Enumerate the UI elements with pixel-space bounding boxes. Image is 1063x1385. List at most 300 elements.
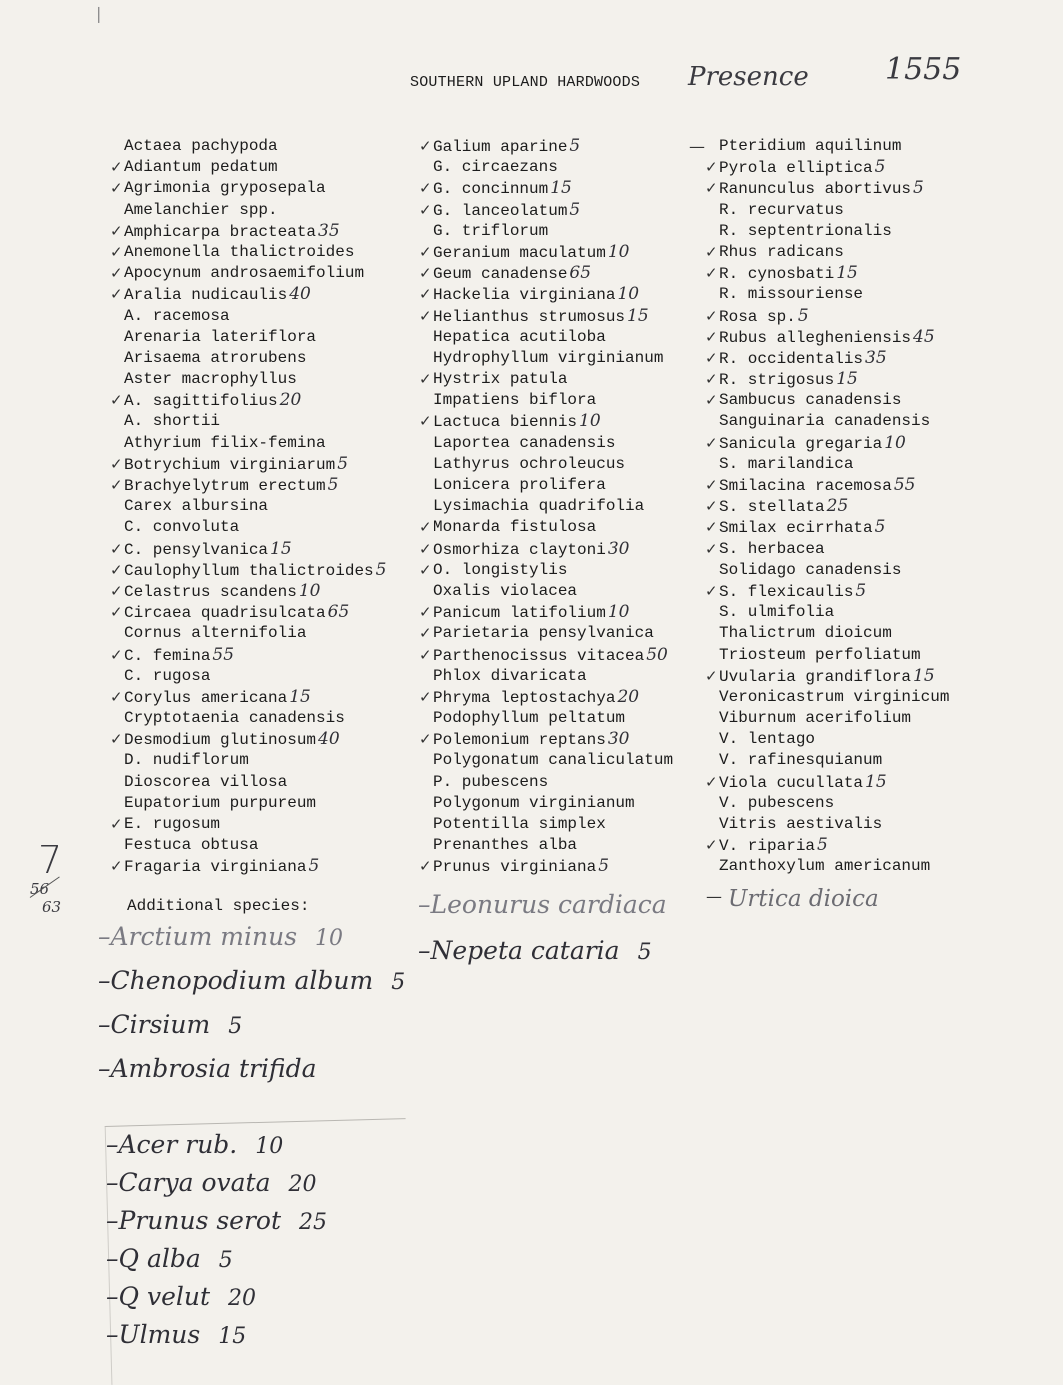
species-name: Dioscorea villosa	[124, 772, 288, 791]
species-name: C. femina	[124, 646, 211, 665]
species-name: Desmodium glutinosum	[124, 731, 317, 750]
species-row	[419, 305, 673, 327]
check-mark-icon: ✓	[705, 158, 718, 177]
check-mark-icon: ✓	[705, 497, 718, 516]
species-row	[433, 793, 673, 814]
species-row	[705, 263, 949, 284]
species-row	[110, 729, 386, 750]
presence-value: 40	[289, 284, 311, 305]
species-row	[433, 221, 673, 242]
handwritten-value: 10	[255, 1134, 284, 1159]
species-row	[110, 453, 386, 475]
check-mark-icon: ✓	[705, 581, 718, 600]
species-column-1	[110, 136, 387, 878]
species-row	[705, 539, 949, 560]
species-name: Galium aparine	[433, 138, 568, 156]
species-name: C. pensylvanica	[124, 540, 269, 559]
presence-value: 10	[607, 241, 630, 262]
species-name: Actaea pachypoda	[124, 137, 278, 155]
species-row	[110, 580, 386, 602]
species-name: Zanthoxylum americanum	[719, 857, 931, 876]
presence-value: 35	[865, 347, 887, 368]
species-row	[719, 708, 949, 729]
species-row	[719, 284, 949, 305]
species-name: V. pubescens	[719, 793, 835, 812]
species-row	[689, 136, 949, 157]
check-mark-icon: ✓	[110, 476, 123, 494]
species-row	[719, 454, 949, 475]
species-row	[124, 793, 386, 814]
species-name: C. rugosa	[124, 666, 211, 685]
species-row	[433, 814, 673, 835]
species-name: Hystrix patula	[433, 370, 568, 389]
species-row	[124, 666, 386, 687]
handwritten-species	[98, 1054, 317, 1083]
presence-value: 15	[270, 538, 292, 559]
species-row	[705, 369, 949, 390]
species-name: G. circaezans	[433, 158, 558, 177]
check-mark-icon: ✓	[110, 454, 123, 473]
species-row	[705, 347, 949, 369]
species-name: Celastrus scandens	[124, 582, 297, 601]
species-row	[433, 666, 673, 687]
species-row	[433, 327, 673, 348]
species-name: Aster macrophyllus	[124, 370, 297, 389]
presence-value: 55	[893, 475, 916, 495]
species-row	[110, 475, 386, 496]
check-mark-icon: ✓	[419, 560, 432, 579]
species-row	[124, 708, 386, 729]
species-row	[110, 178, 386, 199]
species-name: Ranunculus abortivus	[719, 180, 912, 199]
species-row	[433, 835, 673, 856]
presence-value: 50	[646, 644, 668, 665]
species-row	[705, 305, 949, 327]
species-row	[124, 623, 386, 644]
species-row	[419, 241, 673, 263]
species-row	[124, 200, 386, 221]
species-name: Lonicera prolifera	[433, 476, 606, 494]
presence-value: 15	[550, 178, 572, 199]
check-mark-icon: ✓	[419, 285, 432, 304]
species-name: C. convoluta	[124, 518, 240, 537]
species-name: E. rugosum	[124, 815, 221, 833]
species-name: Veronicastrum virginicum	[719, 687, 950, 706]
species-name: R. occidentalis	[719, 349, 864, 368]
species-name: Caulophyllum thalictroides	[124, 561, 374, 580]
handwritten-value: 20	[288, 1172, 317, 1197]
species-name: Viola cucullata	[719, 773, 864, 792]
species-row	[419, 602, 673, 623]
presence-value: 5	[327, 475, 339, 495]
species-name: Viburnum acerifolium	[719, 709, 912, 728]
species-row	[705, 517, 949, 538]
species-name: A. racemosa	[124, 306, 230, 325]
handwritten-species	[418, 936, 652, 965]
species-name: Oxalis violacea	[433, 581, 578, 600]
species-row	[124, 835, 386, 856]
species-name: Carex albursina	[124, 497, 269, 516]
species-row	[433, 581, 673, 602]
species-name: Agrimonia gryposepala	[124, 179, 326, 198]
handwritten-species	[106, 1168, 317, 1197]
species-name: Phlox divaricata	[433, 666, 587, 685]
species-row	[419, 560, 673, 581]
check-mark-icon: ✓	[705, 666, 718, 685]
species-row	[705, 326, 949, 348]
presence-value: 5	[337, 453, 349, 474]
column3-added-species: Urtica dioica	[728, 886, 879, 912]
check-mark-icon: ✓	[419, 412, 432, 431]
check-mark-icon: ✓	[705, 391, 718, 410]
species-row	[124, 327, 386, 348]
species-row	[124, 411, 386, 432]
species-row	[719, 793, 949, 814]
species-name: A. shortii	[124, 412, 221, 431]
presence-value: 15	[627, 305, 649, 326]
species-row	[433, 390, 673, 411]
presence-value: 10	[884, 432, 906, 453]
species-row	[419, 199, 673, 221]
species-name: S. stellata	[719, 498, 825, 517]
presence-value: 65	[569, 263, 592, 284]
species-name: Parietaria pensylvanica	[433, 624, 654, 643]
species-name: Adiantum pedatum	[124, 158, 278, 177]
handwritten-species-name: –Nepeta cataria	[418, 936, 620, 965]
presence-value: 5	[569, 199, 581, 220]
presence-value: 15	[865, 771, 887, 792]
handwritten-species-name: –Arctium minus	[98, 922, 298, 951]
check-mark-icon: ✓	[110, 221, 123, 240]
species-name: Apocynum androsaemifolium	[124, 264, 365, 283]
presence-value: 10	[617, 284, 640, 305]
species-name: G. triflorum	[433, 221, 549, 240]
species-name: Sambucus canadensis	[719, 391, 902, 410]
species-row	[124, 517, 386, 538]
check-mark-icon: ✓	[110, 645, 123, 664]
species-row	[419, 686, 673, 708]
species-name: Polygonatum canaliculatum	[433, 751, 674, 770]
species-row	[419, 729, 673, 750]
species-name: Impatiens biflora	[433, 391, 597, 410]
margin-number: 7	[38, 838, 63, 882]
species-row	[719, 729, 949, 750]
handwritten-species-name: –Carya ovata	[106, 1168, 271, 1197]
presence-value: 5	[913, 178, 924, 199]
species-name: Hepatica acutiloba	[433, 327, 606, 346]
species-row	[719, 750, 949, 771]
check-mark-icon: ✓	[419, 687, 432, 706]
species-row	[110, 856, 386, 877]
species-name: Laportea canadensis	[433, 433, 616, 452]
handwritten-species	[106, 1320, 246, 1349]
presence-value: 15	[913, 665, 935, 686]
species-row	[705, 157, 949, 178]
check-mark-icon: ✓	[110, 158, 123, 177]
check-mark-icon: ✓	[419, 603, 432, 622]
species-row	[419, 263, 673, 284]
check-mark-icon: ✓	[419, 179, 432, 198]
species-row	[419, 411, 673, 432]
species-row	[124, 136, 386, 157]
check-mark-icon: ✓	[419, 137, 432, 155]
species-row	[719, 560, 949, 581]
species-name: R. recurvatus	[719, 200, 844, 219]
handwritten-value: 20	[228, 1286, 257, 1311]
check-mark-icon: ✓	[110, 242, 123, 261]
check-mark-icon: ✓	[110, 285, 123, 304]
column3-added-dash: —	[706, 887, 722, 906]
species-name: Amelanchier spp.	[124, 200, 278, 219]
species-row	[110, 814, 386, 835]
species-row	[705, 475, 949, 496]
species-row	[705, 242, 949, 263]
sheet-number: 1555	[885, 52, 962, 87]
handwritten-value: 10	[315, 926, 344, 951]
species-name: Thalictrum dioicum	[719, 624, 892, 643]
handwritten-value: 15	[218, 1324, 247, 1349]
species-name: Panicum latifolium	[433, 604, 606, 623]
species-name: Botrychium virginiarum	[124, 455, 336, 474]
species-name: Aralia nudicaulis	[124, 286, 288, 305]
check-mark-icon: ✓	[419, 539, 432, 558]
species-name: Amphicarpa bracteata	[124, 222, 317, 241]
handwritten-value: 5	[228, 1014, 243, 1039]
margin-fraction-bottom: 63	[42, 898, 62, 916]
species-row	[110, 390, 386, 411]
handwritten-species	[106, 1244, 233, 1273]
handwritten-species-name: –Ambrosia trifida	[98, 1054, 317, 1083]
species-name: P. pubescens	[433, 772, 549, 791]
species-row	[719, 645, 949, 666]
species-row	[110, 602, 386, 623]
species-row	[719, 200, 949, 221]
check-mark-icon: ✓	[705, 264, 718, 283]
species-row	[433, 348, 673, 369]
handwritten-species-name: –Q velut	[106, 1282, 211, 1311]
presence-value: 30	[607, 538, 630, 559]
species-name: O. longistylis	[433, 560, 568, 579]
presence-value: 5	[874, 517, 886, 538]
additional-species-label: Additional species:	[127, 897, 310, 915]
species-name: V. lentago	[719, 730, 816, 749]
document-title: SOUTHERN UPLAND HARDWOODS	[410, 74, 641, 91]
species-name: Prenanthes alba	[433, 836, 578, 855]
species-name: Pyrola elliptica	[719, 159, 873, 178]
species-row	[705, 580, 949, 602]
species-row	[719, 856, 949, 877]
species-name: S. marilandica	[719, 454, 854, 473]
species-row	[419, 517, 673, 538]
species-row	[419, 178, 673, 199]
species-name: Arisaema atrorubens	[124, 348, 307, 367]
check-mark-icon: ✓	[705, 179, 718, 198]
presence-value: 5	[308, 856, 320, 877]
species-row	[719, 814, 949, 835]
species-name: Hydrophyllum virginianum	[433, 348, 664, 367]
dash-mark-icon: —	[689, 137, 705, 156]
check-mark-icon: ✓	[705, 539, 718, 558]
handwritten-species-name: –Q alba	[106, 1244, 201, 1273]
species-row	[419, 284, 673, 305]
presence-value: 45	[913, 326, 935, 347]
species-row	[419, 369, 673, 390]
check-mark-icon: ✓	[419, 518, 432, 537]
species-row	[110, 644, 386, 666]
species-row	[433, 454, 673, 475]
presence-value: 5	[569, 136, 581, 156]
species-name: Eupatorium purpureum	[124, 793, 317, 812]
species-row	[719, 687, 949, 708]
check-mark-icon: ✓	[705, 327, 718, 346]
presence-value: 15	[836, 369, 858, 390]
species-name: Smilacina racemosa	[719, 477, 892, 495]
species-name: Osmorhiza claytoni	[433, 540, 606, 559]
species-row	[110, 559, 387, 581]
presence-value: 40	[318, 729, 340, 750]
presence-value: 10	[298, 580, 321, 601]
handwritten-species	[106, 1206, 327, 1235]
handwritten-value: 5	[391, 970, 406, 995]
species-row	[110, 242, 386, 263]
species-name: S. ulmifolia	[719, 603, 835, 622]
handwritten-value: 5	[218, 1248, 233, 1273]
species-row	[110, 263, 386, 284]
species-name: Pteridium aquilinum	[719, 137, 902, 155]
species-row	[419, 136, 673, 157]
check-mark-icon: ✓	[419, 370, 432, 389]
handwritten-species-name: –Ulmus	[106, 1320, 201, 1349]
presence-value: 5	[375, 559, 387, 580]
margin-fraction-top: 56	[30, 880, 50, 898]
check-mark-icon: ✓	[419, 264, 432, 283]
species-name: Uvularia grandiflora	[719, 667, 912, 686]
presence-value: 5	[874, 157, 886, 178]
species-name: Corylus americana	[124, 688, 288, 707]
species-row	[719, 221, 949, 242]
check-mark-icon: ✓	[705, 476, 718, 494]
handwritten-species-name: –Leonurus cardiaca	[418, 890, 667, 919]
species-name: G. concinnum	[433, 180, 549, 199]
species-row	[419, 644, 673, 666]
species-name: Vitris aestivalis	[719, 815, 883, 833]
handwritten-species	[98, 1010, 242, 1039]
species-row	[433, 496, 673, 517]
presence-value: 5	[817, 835, 828, 856]
check-mark-icon: ✓	[705, 242, 718, 261]
corner-mark: ❘	[92, 4, 106, 23]
species-name: Potentilla simplex	[433, 815, 606, 833]
species-row	[124, 496, 386, 517]
check-mark-icon: ✓	[419, 242, 432, 261]
species-name: V. rafinesquianum	[719, 751, 883, 770]
handwritten-species	[106, 1130, 283, 1159]
presence-value: 20	[279, 390, 302, 411]
check-mark-icon: ✓	[705, 306, 718, 325]
species-row	[719, 602, 949, 623]
check-mark-icon: ✓	[705, 433, 718, 452]
species-row	[719, 411, 949, 432]
species-name: R. missouriense	[719, 285, 864, 304]
species-name: R. strigosus	[719, 371, 835, 390]
species-row	[124, 348, 386, 369]
presence-value: 20	[617, 686, 640, 707]
species-name: D. nudiflorum	[124, 751, 249, 770]
check-mark-icon: ✓	[110, 687, 123, 706]
presence-value: 10	[607, 602, 630, 623]
species-name: Smilax ecirrhata	[719, 519, 873, 538]
species-row	[433, 772, 673, 793]
species-column-3	[689, 136, 950, 878]
check-mark-icon: ✓	[419, 200, 432, 219]
title-handwritten-note: Presence	[688, 62, 809, 92]
species-row	[705, 432, 949, 454]
species-name: Brachyelytrum erectum	[124, 477, 326, 495]
species-row	[419, 538, 673, 560]
handwritten-species	[98, 922, 343, 951]
check-mark-icon: ✓	[110, 264, 123, 283]
check-mark-icon: ✓	[110, 603, 123, 622]
species-row	[433, 750, 673, 771]
check-mark-icon: ✓	[419, 624, 432, 643]
species-row	[124, 433, 386, 454]
handwritten-species-name: –Chenopodium album	[98, 966, 374, 995]
check-mark-icon: ✓	[110, 539, 123, 558]
check-mark-icon: ✓	[705, 772, 718, 791]
species-name: Geranium maculatum	[433, 243, 606, 262]
species-name: Lysimachia quadrifolia	[433, 497, 645, 516]
species-name: Prunus virginiana	[433, 858, 597, 877]
species-name: G. lanceolatum	[433, 201, 568, 220]
handwritten-species-name: –Cirsium	[98, 1010, 211, 1039]
check-mark-icon: ✓	[110, 581, 123, 600]
species-row	[419, 623, 673, 644]
species-name: Rubus allegheniensis	[719, 328, 912, 347]
check-mark-icon: ✓	[110, 179, 123, 198]
species-row	[705, 178, 949, 199]
handwritten-value: 5	[637, 940, 652, 965]
species-name: Parthenocissus vitacea	[433, 646, 645, 665]
species-row	[433, 433, 673, 454]
species-column-2	[419, 136, 674, 878]
species-name: Polemonium reptans	[433, 731, 606, 750]
species-name: Cryptotaenia canadensis	[124, 709, 345, 728]
species-row	[110, 157, 386, 178]
species-row	[705, 835, 949, 856]
species-name: R. cynosbati	[719, 265, 835, 284]
species-row	[705, 390, 949, 411]
handwritten-species	[106, 1282, 256, 1311]
species-row	[433, 157, 673, 178]
species-name: S. herbacea	[719, 539, 825, 558]
species-name: Lactuca biennis	[433, 413, 578, 432]
species-name: Podophyllum peltatum	[433, 709, 626, 728]
species-name: Anemonella thalictroides	[124, 242, 355, 261]
species-row	[110, 220, 386, 242]
species-row	[124, 772, 386, 793]
species-name: Triosteum perfoliatum	[719, 645, 921, 664]
check-mark-icon: ✓	[705, 348, 718, 367]
species-row	[705, 665, 949, 687]
check-mark-icon: ✓	[419, 645, 432, 664]
species-name: Rosa sp.	[719, 307, 796, 326]
species-row	[124, 750, 386, 771]
species-name: Circaea quadrisulcata	[124, 604, 326, 623]
presence-value: 35	[318, 220, 340, 241]
species-name: Hackelia virginiana	[433, 286, 616, 305]
species-name: Helianthus strumosus	[433, 307, 626, 326]
presence-value: 5	[598, 856, 610, 877]
